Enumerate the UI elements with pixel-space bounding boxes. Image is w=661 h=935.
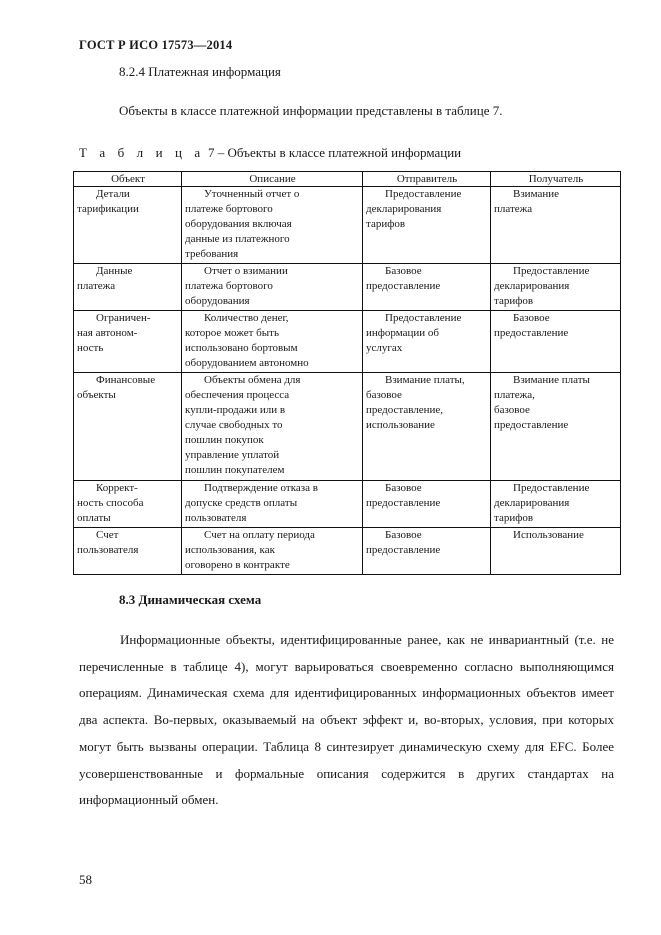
cell-description: Объекты обмена для обеспечения процесса купли-продажи или в случае свободных то пошлин покупок управление уплатой пошлин покупателем	[185, 374, 301, 476]
table-caption-prefix: Т а б л и ц а	[79, 145, 205, 160]
cell-sender: Базовое предоставление	[366, 482, 441, 509]
cell-receiver: Взимание платы платежа, базовое предоставление	[494, 374, 590, 431]
table-header-row	[74, 172, 621, 187]
cell-object: Коррект- ность способа оплаты	[77, 482, 144, 524]
table-row	[74, 311, 621, 373]
subsection-heading: 8.3 Динамическая схема	[119, 592, 262, 607]
cell-receiver: Предоставление декларирования тарифов	[494, 265, 590, 307]
table-row	[74, 528, 621, 575]
cell-sender: Взимание платы, базовое предоставление, использование	[366, 374, 465, 431]
cell-description: Подтверждение отказа в допуске средств оплаты пользователя	[185, 482, 318, 524]
document-header: ГОСТ Р ИСО 17573—2014	[79, 38, 233, 52]
table-row	[74, 187, 621, 264]
column-header-sender: Отправитель	[363, 172, 491, 187]
cell-receiver: Базовое предоставление	[494, 312, 569, 339]
body-paragraph: Информационные объекты, идентифицированные ранее, как не инвариантный (т.е. не перечисленные в таблице 4), могут варьироваться своевременно согласно выполняющимся операциям. Динамическая схема для идентифицированных информационных объектов имеет два аспекта. Во-первых, оказываемый на объект эффект и, во-вторых, условия, при которых могут быть вызваны операции. Таблица 8 синтезирует динамическую схему для EFC. Более усовершенствованные и формальные описания содержится в других стандартах на информационный обмен.	[79, 632, 614, 808]
cell-object: Финансовые объекты	[77, 374, 156, 401]
cell-sender: Базовое предоставление	[366, 529, 441, 556]
page-number: 58	[79, 872, 92, 887]
cell-object: Счет пользователя	[77, 529, 139, 556]
section-heading: 8.2.4 Платежная информация	[119, 64, 281, 79]
cell-object: Данные платежа	[77, 265, 133, 292]
table-row	[74, 373, 621, 481]
cell-sender: Базовое предоставление	[366, 265, 441, 292]
cell-object: Ограничен- ная автоном- ность	[77, 312, 151, 354]
cell-receiver: Взимание платежа	[494, 188, 559, 215]
cell-receiver: Использование	[513, 529, 584, 541]
objects-table	[73, 171, 621, 575]
column-header-object: Объект	[74, 172, 182, 187]
table-row	[74, 264, 621, 311]
table-caption	[79, 145, 461, 161]
cell-object: Детали тарификации	[77, 188, 139, 215]
column-header-description: Описание	[182, 172, 363, 187]
table-row	[74, 481, 621, 528]
cell-sender: Предоставление декларирования тарифов	[366, 188, 462, 230]
cell-description: Уточненный отчет о платеже бортового оборудования включая данные из платежного требования	[185, 188, 300, 260]
cell-sender: Предоставление информации об услугах	[366, 312, 462, 354]
table-caption-text: 7 – Объекты в классе платежной информации	[204, 145, 462, 160]
cell-receiver: Предоставление декларирования тарифов	[494, 482, 590, 524]
column-header-receiver: Получатель	[491, 172, 621, 187]
cell-description: Количество денег, которое может быть использовано бортовым оборудованием автономно	[185, 312, 309, 369]
cell-description: Отчет о взимании платежа бортового оборудования	[185, 265, 288, 307]
cell-description: Счет на оплату периода использования, как оговорено в контракте	[185, 529, 315, 571]
intro-paragraph: Объекты в классе платежной информации представлены в таблице 7.	[119, 103, 503, 118]
